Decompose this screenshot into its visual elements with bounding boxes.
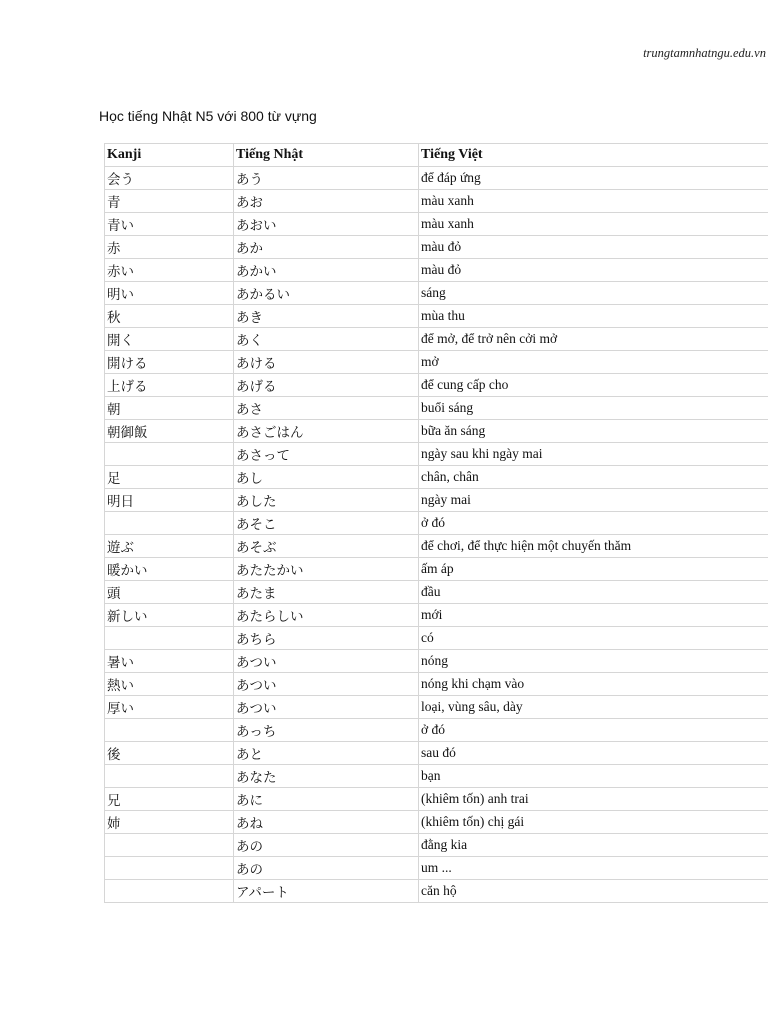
table-row (105, 696, 768, 719)
cell-kanji: 暖かい (105, 558, 234, 581)
cell-kanji (105, 627, 234, 650)
table-row (105, 742, 768, 765)
cell-japanese: あく (234, 328, 419, 351)
table-row (105, 351, 768, 374)
vocabulary-table (104, 143, 768, 903)
cell-japanese: あさって (234, 443, 419, 466)
cell-kanji: 後 (105, 742, 234, 765)
cell-vietnamese: mùa thu (419, 305, 768, 328)
cell-kanji: 兄 (105, 788, 234, 811)
cell-kanji (105, 834, 234, 857)
cell-kanji: 開ける (105, 351, 234, 374)
column-header-kanji: Kanji (105, 144, 234, 167)
cell-kanji: 姉 (105, 811, 234, 834)
cell-kanji: 会う (105, 167, 234, 190)
cell-japanese: あっち (234, 719, 419, 742)
cell-japanese: あと (234, 742, 419, 765)
cell-japanese: あつい (234, 650, 419, 673)
cell-vietnamese: để cung cấp cho (419, 374, 768, 397)
cell-vietnamese: màu đỏ (419, 236, 768, 259)
table-row (105, 627, 768, 650)
table-header-row (105, 144, 768, 167)
cell-japanese: あおい (234, 213, 419, 236)
cell-japanese: あう (234, 167, 419, 190)
table-row (105, 397, 768, 420)
cell-vietnamese: nóng khi chạm vào (419, 673, 768, 696)
cell-japanese: アパート (234, 880, 419, 903)
cell-japanese: あか (234, 236, 419, 259)
cell-vietnamese: có (419, 627, 768, 650)
cell-vietnamese: ấm áp (419, 558, 768, 581)
table-row (105, 466, 768, 489)
cell-vietnamese: ở đó (419, 719, 768, 742)
cell-vietnamese: mới (419, 604, 768, 627)
cell-kanji: 秋 (105, 305, 234, 328)
cell-japanese: あそこ (234, 512, 419, 535)
cell-kanji: 赤 (105, 236, 234, 259)
cell-kanji: 遊ぶ (105, 535, 234, 558)
table-row (105, 236, 768, 259)
cell-kanji (105, 443, 234, 466)
table-row (105, 420, 768, 443)
cell-vietnamese: màu xanh (419, 213, 768, 236)
table-row (105, 673, 768, 696)
cell-japanese: あした (234, 489, 419, 512)
table-row (105, 581, 768, 604)
cell-kanji (105, 880, 234, 903)
table-row (105, 604, 768, 627)
cell-japanese: あお (234, 190, 419, 213)
table-row (105, 443, 768, 466)
cell-japanese: あき (234, 305, 419, 328)
cell-vietnamese: ngày sau khi ngày mai (419, 443, 768, 466)
table-row (105, 282, 768, 305)
cell-kanji: 暑い (105, 650, 234, 673)
cell-kanji: 頭 (105, 581, 234, 604)
cell-vietnamese: nóng (419, 650, 768, 673)
cell-kanji (105, 719, 234, 742)
cell-japanese: あなた (234, 765, 419, 788)
cell-vietnamese: bạn (419, 765, 768, 788)
table-row (105, 190, 768, 213)
cell-kanji: 赤い (105, 259, 234, 282)
cell-japanese: あし (234, 466, 419, 489)
cell-japanese: あに (234, 788, 419, 811)
table-row (105, 535, 768, 558)
table-row (105, 834, 768, 857)
table-row (105, 880, 768, 903)
cell-vietnamese: bữa ăn sáng (419, 420, 768, 443)
cell-japanese: あたま (234, 581, 419, 604)
table-row (105, 512, 768, 535)
table-row (105, 167, 768, 190)
cell-kanji: 上げる (105, 374, 234, 397)
cell-vietnamese: buổi sáng (419, 397, 768, 420)
cell-kanji (105, 765, 234, 788)
cell-kanji: 熱い (105, 673, 234, 696)
cell-japanese: あたたかい (234, 558, 419, 581)
cell-kanji: 朝 (105, 397, 234, 420)
cell-vietnamese: màu đỏ (419, 259, 768, 282)
cell-vietnamese: để đáp ứng (419, 167, 768, 190)
cell-japanese: あの (234, 834, 419, 857)
cell-japanese: あける (234, 351, 419, 374)
cell-kanji: 足 (105, 466, 234, 489)
cell-japanese: あかい (234, 259, 419, 282)
document-title: Học tiếng Nhật N5 với 800 từ vựng (99, 108, 317, 124)
cell-japanese: あちら (234, 627, 419, 650)
table-row (105, 558, 768, 581)
cell-japanese: あつい (234, 673, 419, 696)
cell-japanese: あたらしい (234, 604, 419, 627)
cell-vietnamese: sau đó (419, 742, 768, 765)
cell-kanji: 開く (105, 328, 234, 351)
cell-kanji: 明い (105, 282, 234, 305)
cell-vietnamese: để mở, để trở nên cởi mở (419, 328, 768, 351)
cell-kanji: 厚い (105, 696, 234, 719)
column-header-vietnamese: Tiếng Việt (419, 144, 768, 167)
cell-vietnamese: chân, chân (419, 466, 768, 489)
cell-vietnamese: loại, vùng sâu, dày (419, 696, 768, 719)
cell-japanese: あそぶ (234, 535, 419, 558)
cell-vietnamese: sáng (419, 282, 768, 305)
table-row (105, 489, 768, 512)
cell-vietnamese: ngày mai (419, 489, 768, 512)
column-header-japanese: Tiếng Nhật (234, 144, 419, 167)
cell-vietnamese: mở (419, 351, 768, 374)
cell-vietnamese: màu xanh (419, 190, 768, 213)
table-row (105, 788, 768, 811)
table-row (105, 328, 768, 351)
cell-japanese: あつい (234, 696, 419, 719)
cell-vietnamese: (khiêm tốn) chị gái (419, 811, 768, 834)
cell-japanese: あかるい (234, 282, 419, 305)
table-row (105, 259, 768, 282)
cell-kanji: 新しい (105, 604, 234, 627)
cell-vietnamese: ở đó (419, 512, 768, 535)
cell-vietnamese: (khiêm tốn) anh trai (419, 788, 768, 811)
cell-kanji (105, 857, 234, 880)
cell-vietnamese: để chơi, để thực hiện một chuyến thăm (419, 535, 768, 558)
table-row (105, 811, 768, 834)
cell-kanji (105, 512, 234, 535)
table-row (105, 857, 768, 880)
cell-kanji: 青 (105, 190, 234, 213)
table-row (105, 765, 768, 788)
table-row (105, 213, 768, 236)
cell-vietnamese: đằng kia (419, 834, 768, 857)
site-url: trungtamnhatngu.edu.vn (643, 46, 766, 60)
cell-japanese: あの (234, 857, 419, 880)
table-row (105, 719, 768, 742)
table-row (105, 374, 768, 397)
cell-japanese: あげる (234, 374, 419, 397)
cell-vietnamese: đầu (419, 581, 768, 604)
cell-japanese: あね (234, 811, 419, 834)
cell-kanji: 朝御飯 (105, 420, 234, 443)
cell-japanese: あさ (234, 397, 419, 420)
cell-kanji: 明日 (105, 489, 234, 512)
table-row (105, 305, 768, 328)
cell-japanese: あさごはん (234, 420, 419, 443)
cell-kanji: 青い (105, 213, 234, 236)
table-row (105, 650, 768, 673)
cell-vietnamese: căn hộ (419, 880, 768, 903)
table-body (105, 167, 768, 903)
cell-vietnamese: um ... (419, 857, 768, 880)
